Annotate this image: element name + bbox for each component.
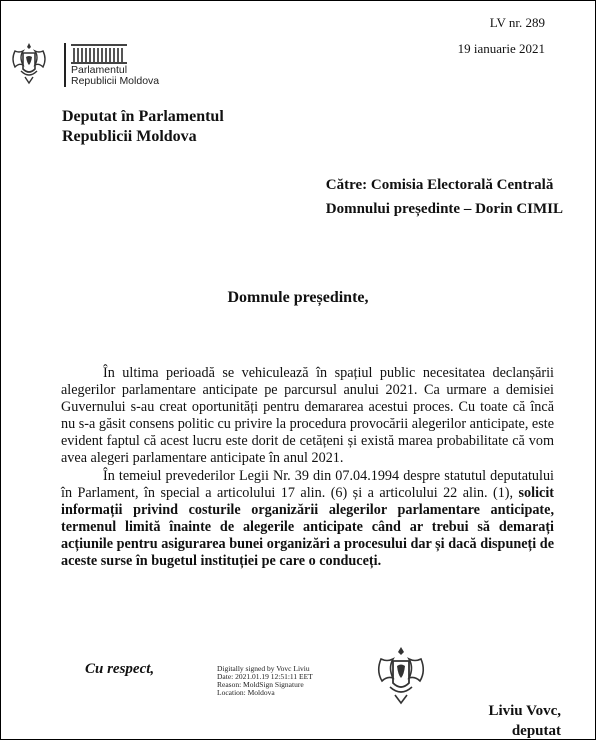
signer-name: Liviu Vovc, [488, 703, 561, 719]
reference-number: LV nr. 289 [489, 15, 545, 30]
signature-line-4: Location: Moldova [217, 688, 275, 697]
signature-line-3: Reason: MoldSign Signature [217, 680, 304, 689]
body-paragraph-2 [61, 468, 554, 571]
sender-block [62, 107, 224, 147]
letter-date: 19 ianuarie 2021 [457, 41, 545, 56]
signer-title: deputat [511, 723, 561, 739]
coat-of-arms-icon [9, 41, 49, 85]
logo-line-1: Parlamentul [71, 64, 128, 76]
letter-body [61, 365, 554, 570]
logo-line-2: Republicii Moldova [71, 75, 160, 87]
signature-line-2: Date: 2021.01.19 12:51:11 EET [217, 672, 313, 681]
recipient-line-2: Domnului președinte – Dorin CIMIL [325, 201, 563, 217]
signer-block [488, 701, 561, 740]
logo-divider [64, 43, 66, 87]
logo-text [71, 65, 159, 87]
salutation: Domnule președinte, [227, 289, 369, 306]
sender-line-2: Republicii Moldova [62, 128, 197, 145]
parliament-logo [9, 41, 179, 91]
parliament-building-icon [71, 43, 127, 65]
recipient-block [326, 173, 563, 221]
sender-line-1: Deputat în Parlamentul [62, 108, 224, 125]
recipient-line-1: Către: Comisia Electorală Centrală [325, 177, 554, 193]
body-paragraph-2-text: În temeiul prevederilor Legii Nr. 39 din 07.04.1994 despre statutul deputatului în Parlament, în special a articolului 17 alin. (6) și a articolului 22 alin. (1), [61, 467, 554, 501]
signature-line-1: Digitally signed by Vovc Liviu [217, 664, 310, 673]
digital-signature [217, 665, 313, 697]
signature-emblem-icon [375, 645, 427, 707]
closing: Cu respect, [85, 661, 155, 677]
body-paragraph-1: În ultima perioadă se vehiculează în spațiul public necesitatea declanșării alegerilor parlamentare anticipate pe parcursul anului 2021. Ca urmare a demisiei Guvernului s-au creat oportunități pentru demararea acestui proces. Cu toate că încă nu s-a găsit consens politic cu privire la procedura provocării alegerilor anticipate, este evident faptul că acest lucru este dorit de cetățeni și există marea probabilitate că vom avea alegeri parlamentare anticipate în anul 2021. [61, 365, 554, 467]
body-paragraph-2-request: solicit informații privind costurile organizării alegerilor parlamentare anticipate, termenul limită înainte de alegerile anticipate când ar trebui să demarați acțiunile pentru asigurarea bunei organizări a procesului dar și dacă dispuneți de aceste surse în bugetul instituției pe care o conduceți. [61, 484, 554, 570]
